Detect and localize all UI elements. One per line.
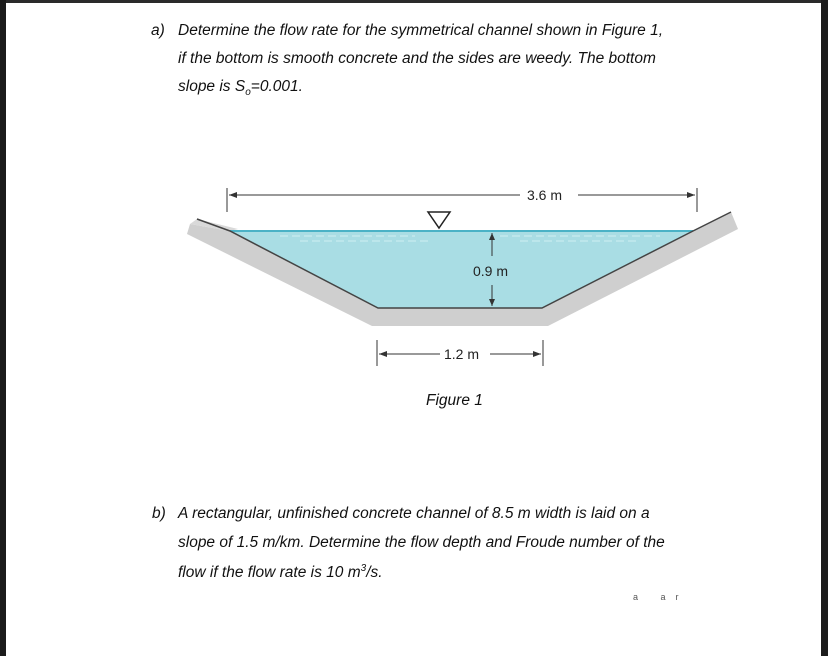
water-level-triangle-icon xyxy=(428,212,450,228)
question-a-line-1: Determine the flow rate for the symmetrical channel shown in Figure 1, xyxy=(178,22,664,39)
question-b-line-3 xyxy=(178,563,383,582)
bottom-width-label: 1.2 m xyxy=(444,346,480,362)
flow-unit: /s. xyxy=(366,564,383,582)
figure-caption: Figure 1 xyxy=(426,392,483,409)
page-marker: a ar xyxy=(633,592,689,602)
flow-text: flow if the flow rate is 10 m xyxy=(178,564,361,582)
question-a-label: a) xyxy=(151,22,165,39)
question-b-label: b) xyxy=(152,505,166,522)
slope-text: slope is S xyxy=(178,78,246,95)
question-b-line-1: A rectangular, unfinished concrete channel of 8.5 m width is laid on a xyxy=(178,505,650,522)
question-b-line-2: slope of 1.5 m/km. Determine the flow depth and Froude number of the xyxy=(178,534,665,551)
top-width-label: 3.6 m xyxy=(527,187,563,203)
depth-label: 0.9 m xyxy=(473,263,509,279)
slope-subscript: o xyxy=(245,87,251,99)
slope-value: =0.001. xyxy=(250,78,303,95)
cubic-superscript: 3 xyxy=(360,563,367,574)
question-a-line-2: if the bottom is smooth concrete and the sides are weedy. The bottom xyxy=(178,50,656,67)
